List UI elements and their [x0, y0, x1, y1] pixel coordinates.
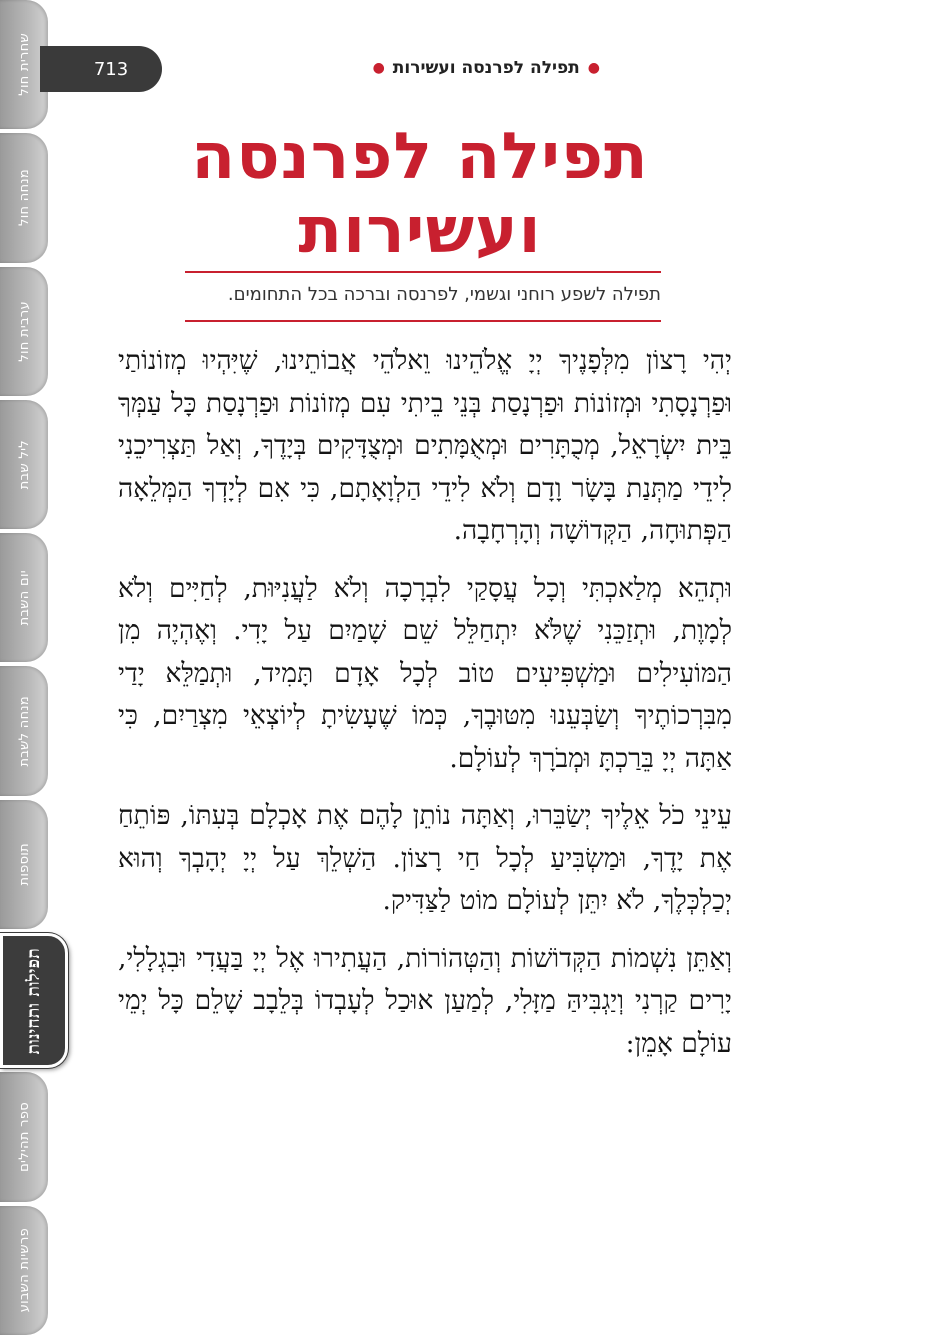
running-header: [373, 58, 600, 78]
tab-label: פרשיות השבוע: [16, 1228, 32, 1313]
tab-label: יום השבת: [16, 570, 32, 626]
divider-bottom: [185, 320, 661, 322]
tab-leil-shabbat[interactable]: [0, 400, 48, 529]
section-tabs: [0, 0, 48, 1339]
bullet-icon: ●: [372, 60, 385, 76]
tab-sefer-tehilim[interactable]: [0, 1072, 48, 1201]
page-title: תפילה לפרנסה ועשירות: [191, 120, 649, 268]
tab-tefilot-vetechinot[interactable]: [0, 933, 68, 1068]
tab-mincha-shabbat[interactable]: [0, 666, 48, 795]
running-title: תפילה לפרנסה ועשירות: [392, 58, 580, 78]
prayer-paragraph: וּתְהֵא מְלַאכְתִּי וְכָל עֲסָקַי לִבְרָכָה וְלֹא לַעֲנִיּוּת, לְחַיִּים וְלֹא לְמָוֶת, וּתְזַכֵּנִי שֶׁלֹּא יִתְחַלֵּל שֵׁם שָׁמַיִם עַל יָדִי. וְאֶהְיֶה מִן הַמּוֹעִילִים וּמַשְׁפִּיעִים טוֹב לְכָל אָדָם תָּמִיד, וּתְמַלֵּא יָדַי מִבִּרְכוֹתֶיךָ וְשַׂבְּעֵנוּ מִטּוּבֶךָ, כְּמוֹ שֶׁעָשִׂיתָ לְיוֹצְאֵי מִצְרַיִם, כִּי אַתָּה יְיָ בֵּרַכְתָּ וּמְבֹרָךְ לְעוֹלָם.: [118, 572, 732, 774]
tab-label: שחרית חול: [16, 33, 32, 97]
tab-arvit-chol[interactable]: [0, 267, 48, 396]
tab-label: ליל שבת: [16, 439, 32, 490]
divider-top: [185, 271, 661, 273]
tab-yom-hashabbat[interactable]: [0, 533, 48, 662]
tab-mincha-chol[interactable]: [0, 133, 48, 262]
tab-parshiot-hashavua[interactable]: [0, 1206, 48, 1335]
page-number-badge: [40, 46, 162, 92]
bullet-icon: ●: [587, 60, 600, 76]
prayer-paragraph: וְאַתֵּן נִשְׁמוֹת הַקְּדוֹשׁוֹת וְהַטְּהוֹרוֹת, הַעֲתִירוּ אֶל יְיָ בַּעֲדִי וּבִגְלָלִי, יָרִים קַרְנִי וְיַגְבִּיהַּ מַזָּלִי, לְמַעַן אוּכַל לְעָבְדוֹ בְּלֵבָב שָׁלֵם כָּל יְמֵי עוֹלָם אָמֵן:: [118, 942, 732, 1059]
tab-label: ספר תהילים: [16, 1102, 32, 1172]
prayer-paragraph: יְהִי רָצוֹן מִלְּפָנֶיךָ יְיָ אֱלֹהֵינוּ וֵאלֹהֵי אֲבוֹתֵינוּ, שֶׁיִּהְיוּ מְזוֹנוֹתַי וּפַרְנָסָתִי וּמְזוֹנוֹת וּפַרְנָסַת בְּנֵי בֵיתִי עִם מְזוֹנוֹת וּפַרְנָסַת כָּל עַמְּךָ בֵּית יִשְׂרָאֵל, מְכֻתָּרִים וּמְאֻמָּתִים וּמְצֻדָּקִים בְּיָדֶךָ, וְאַל תַּצְרִיכֵנִי לִידֵי מַתְּנַת בָּשָׂר וָדָם וְלֹא לִידֵי הַלְוָאָתָם, כִּי אִם לְיָדְךָ הַמְּלֵאָה הַפְּתוּחָה, הַקְּדוֹשָׁה וְהָרְחָבָה.: [118, 345, 732, 546]
tab-label: ערבית חול: [16, 300, 32, 362]
prayer-body: [118, 340, 732, 1080]
prayer-paragraph: עֵינֵי כֹל אֵלֶיךָ יְשַׂבֵּרוּ, וְאַתָּה נוֹתֵן לָהֶם אֶת אָכְלָם בְּעִתּוֹ, פּוֹתֵחַ אֶת יָדֶךָ, וּמַשְׂבִּיעַ לְכָל חַי רָצוֹן. הַשְׁלֵךְ עַל יְיָ יְהָבְךָ וְהוּא יְכַלְכְּלֶךָ, לֹא יִתֵּן לְעוֹלָם מוֹט לַצַּדִּיק.: [118, 800, 732, 916]
tab-label: מנחה חול: [16, 169, 32, 227]
tab-tosafot[interactable]: [0, 800, 48, 929]
page-subtitle: תפילה לשפע רוחני וגשמי, לפרנסה וברכה בכל התחומים.: [227, 284, 661, 305]
tab-label: תוספות: [16, 843, 32, 886]
tab-label: מנחה לשבת: [16, 695, 32, 767]
tab-label: תפילות ותחינות: [24, 947, 44, 1054]
page-number: 713: [93, 58, 129, 80]
